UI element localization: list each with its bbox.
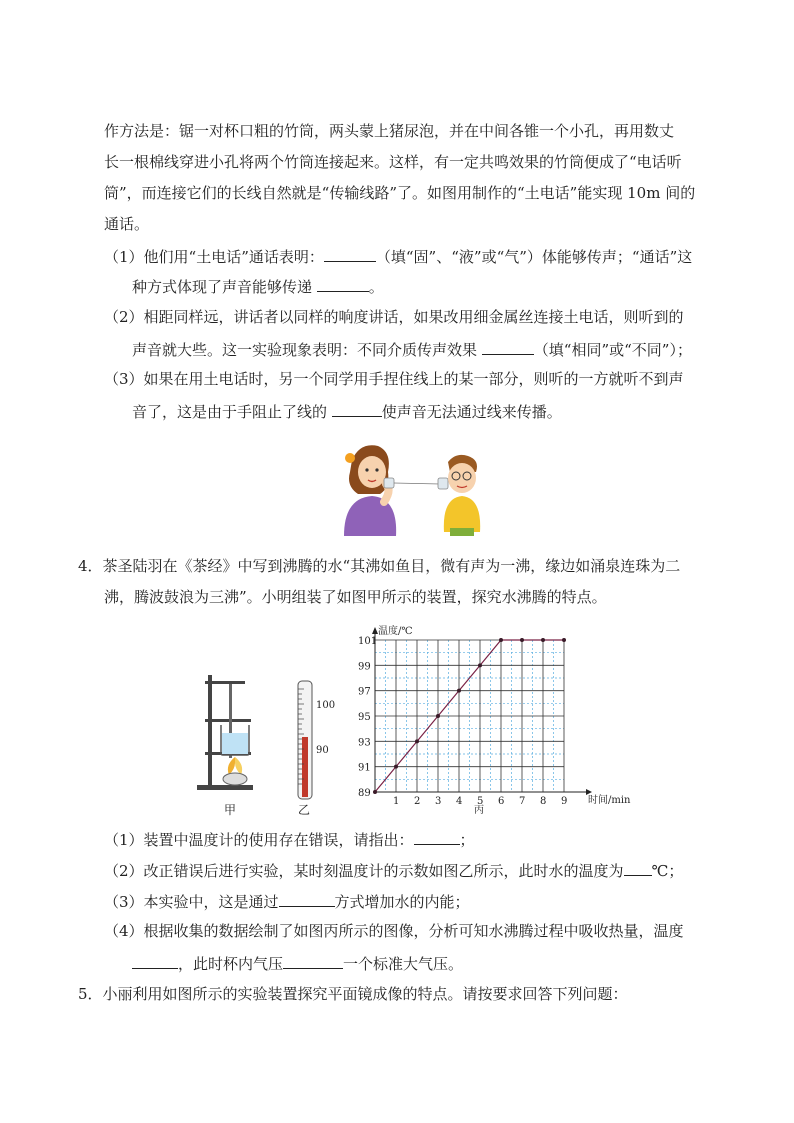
answer-blank[interactable]: [279, 890, 335, 907]
q4-stem-line2: 沸，腾波鼓浪为三沸”。小明组装了如图甲所示的装置，探究水沸腾的特点。: [104, 588, 607, 606]
q3-sub3-line2: [132, 400, 562, 422]
q3-sub2-line2: [132, 338, 692, 360]
q3-sub1-line1: [104, 245, 692, 267]
chart-y-tick-label: 91: [358, 762, 371, 774]
q4-stem-line1: 4．茶圣陆羽在《茶经》中写到沸腾的水“其沸如鱼目，微有声为一沸，缘边如涌泉连珠为二: [78, 557, 681, 575]
intro-line-3: 筒”，而连接它们的长线自然就是“传输线路”了。如图用制作的“土电话”能实现 10m 间的: [104, 184, 696, 202]
q4-sub2: [104, 859, 683, 881]
thermometer-mark-100: 100: [316, 700, 336, 711]
answer-blank[interactable]: [132, 952, 178, 969]
answer-blank[interactable]: [414, 828, 460, 845]
chart-xlabel: 时间/min: [588, 795, 631, 806]
q4-sub2-text-a: （2）改正错误后进行实验，某时刻温度计的示数如图乙所示，此时水的温度为: [104, 862, 624, 880]
answer-blank[interactable]: [482, 338, 534, 355]
chart-point: [373, 790, 377, 794]
chart-point: [562, 638, 566, 642]
answer-blank[interactable]: [317, 275, 369, 292]
q4-sub1-text-b: ；: [459, 831, 475, 849]
chart-point: [478, 663, 482, 667]
chart-point: [394, 765, 398, 769]
q4-sub3: [104, 890, 470, 912]
intro-line-2: 长一根棉线穿进小孔将两个竹筒连接起来。这样，有一定共鸣效果的竹筒便成了“电话听: [104, 153, 682, 171]
chart-x-tick-label: 1: [393, 796, 400, 807]
q4-sub1-text-a: （1）装置中温度计的使用存在错误，请指出：: [104, 831, 414, 849]
chart-ylabel: 温度/℃: [378, 626, 413, 637]
chart-x-tick-label: 3: [435, 796, 442, 807]
q3-sub1-text-a: （1）他们用“土电话”通话表明：: [104, 248, 324, 266]
chart-x-tick-label: 9: [561, 796, 568, 807]
chart-y-tick-label: 97: [358, 686, 371, 698]
q4-sub4-line2: [132, 952, 463, 974]
q3-sub3-text-b: 音了，这是由于手阻止了线的: [132, 403, 328, 421]
chart-x-tick-label: 5: [477, 796, 484, 807]
chart-x-tick-label: 6: [498, 796, 505, 807]
chart-point: [541, 638, 545, 642]
chart-point: [457, 689, 461, 693]
chart-y-tick-label: 93: [358, 737, 371, 749]
thermometer-mark-90: 90: [316, 745, 329, 756]
figure-jia-apparatus: [195, 665, 265, 815]
q3-sub1-text-b: （填“固”、“液”或“气”）体能够传声；“通话”这: [375, 248, 693, 266]
chart-point: [499, 638, 503, 642]
figure-label-jia: 甲: [224, 803, 237, 817]
q4-sub2-text-b: ℃；: [651, 862, 684, 880]
q3-sub1-text-c: 种方式体现了声音能够传递: [132, 278, 313, 296]
q3-sub1-line2: [132, 275, 384, 297]
chart-point: [415, 739, 419, 743]
chart-y-tick-label: 95: [358, 712, 371, 723]
figure-bing-chart: [350, 622, 650, 814]
q4-sub1: [104, 828, 475, 850]
intro-line-1: 作方法是：锯一对杯口粗的竹筒，两头蒙上猪尿泡，并在中间各锥一个小孔，再用数丈: [104, 122, 675, 140]
chart-point: [520, 638, 524, 642]
q3-sub3-line1: （3）如果在用土电话时，另一个同学用手捏住线上的某一部分，则听的一方就听不到声: [104, 370, 684, 388]
chart-y-tick-label: 101: [358, 636, 378, 647]
answer-blank[interactable]: [283, 952, 343, 969]
q4-sub4-text-b: ，此时杯内气压: [178, 955, 284, 973]
q5-stem: 5．小丽利用如图所示的实验装置探究平面镜成像的特点。请按要求回答下列问题：: [78, 985, 628, 1003]
q3-sub2-text-b: 声音就大些。这一实验现象表明：不同介质传声效果: [132, 341, 478, 359]
answer-blank[interactable]: [324, 245, 376, 262]
chart-x-tick-label: 7: [519, 796, 526, 807]
chart-y-tick-label: 89: [358, 788, 371, 799]
answer-blank[interactable]: [624, 859, 652, 876]
figure-label-yi: 乙: [298, 803, 311, 817]
intro-line-4: 通话。: [104, 215, 150, 233]
chart-point: [436, 714, 440, 718]
q4-sub4-line1: （4）根据收集的数据绘制了如图丙所示的图像，分析可知水沸腾过程中吸收热量，温度: [104, 922, 684, 940]
answer-blank[interactable]: [332, 400, 382, 417]
q3-sub1-text-d: 。: [368, 278, 384, 296]
chart-y-tick-label: 99: [358, 661, 371, 673]
figure-label-bing: 丙: [474, 805, 484, 814]
q4-sub4-text-c: 一个标准大气压。: [343, 955, 464, 973]
q3-sub3-text-c: 使声音无法通过线来传播。: [381, 403, 562, 421]
q4-sub3-text-b: 方式增加水的内能；: [334, 893, 470, 911]
q4-sub3-text-a: （3）本实验中，这是通过: [104, 893, 279, 911]
chart-x-tick-label: 8: [540, 796, 547, 807]
tin-can-telephone-illustration: [330, 440, 500, 540]
chart-x-tick-label: 2: [414, 796, 421, 807]
figure-yi-thermometer: [290, 675, 350, 805]
chart-x-tick-label: 4: [456, 796, 463, 807]
q3-sub2-line1: （2）相距同样远，讲话者以同样的响度讲话，如果改用细金属丝连接土电话，则听到的: [104, 308, 684, 326]
q3-sub2-text-c: （填“相同”或“不同”）；: [533, 341, 692, 359]
